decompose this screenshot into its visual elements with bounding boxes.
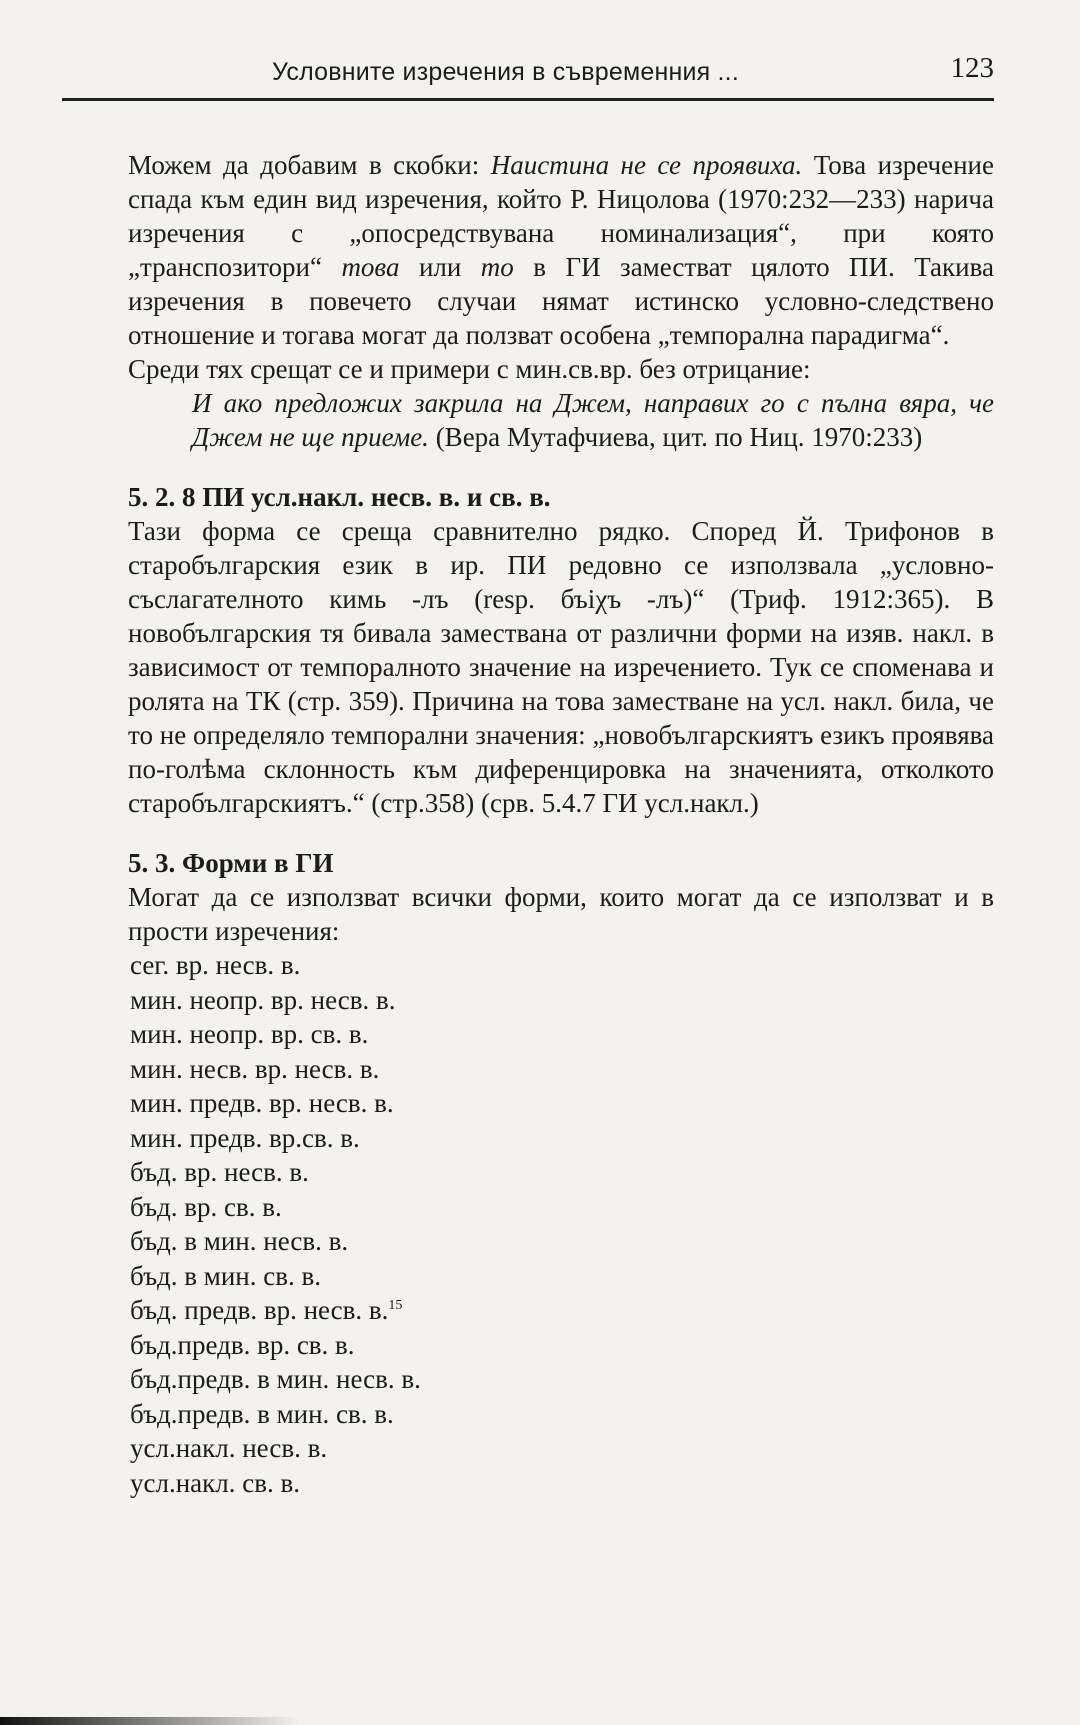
list-item: мин. несв. вр. несв. в.: [130, 1053, 380, 1084]
section-5-3-intro: Могат да се използват всички форми, които могат да се използват и в прости изречения:: [128, 882, 994, 946]
list-item: бъд.предв. в мин. несв. в.: [130, 1364, 421, 1394]
para1-text-1: Можем да добавим в скобки:: [128, 150, 491, 180]
section-5-2-8-text: Тази форма се среща сравнително рядко. Според Й. Трифонов в старобългарския език в ир. ПИ редовно се използвала „условно-съслагателното кимь -лъ (resp. бъіχъ -лъ)“ (Триф. 1912:365). В новобългарския тя бивала замествана от различни форми на изяв. накл. в зависимост от темпоралното значение на изречението. Тук се споменава и ролята на ТК (стр. 359). Причина на това заместване на усл. накл. била, че то не определяло темпорални значения: „новобългарскиятъ езикъ проявява по-голѣма склонность към диференцировка на значенията, отколкото старобългарскиятъ.“ (стр.358) (срв. 5.4.7 ГИ усл.накл.): [128, 516, 994, 818]
paragraph-examples-intro: Среди тях срещат се и примери с мин.св.вр. без отрицание:: [128, 354, 811, 384]
list-item: мин. неопр. вр. св. в.: [130, 1019, 369, 1049]
list-item: мин. предв. вр.св. в.: [130, 1122, 360, 1153]
page-number: 123: [950, 52, 994, 84]
list-item: бъд. в мин. св. в.: [130, 1260, 321, 1291]
quote-italic: И ако предложих закрила на Джем, направих го с пълна вяра, че Джем не ще приеме.: [192, 388, 994, 452]
list-item: бъд.предв. вр. св. в.: [130, 1329, 355, 1360]
list-item: бъд. в мин. несв. в.: [130, 1226, 349, 1256]
scan-edge-mark: [0, 1717, 300, 1725]
list-item: мин. неопр. вр. несв. в.: [130, 984, 396, 1015]
header-rule: [62, 98, 994, 101]
list-item: сег. вр. несв. в.: [130, 950, 301, 980]
list-item: усл.накл. св. в.: [130, 1467, 300, 1498]
list-item: бъд. вр. св. в.: [130, 1191, 282, 1222]
forms-list: [128, 948, 994, 1500]
section-heading-5-2-8: 5. 2. 8 ПИ усл.накл. несв. в. и св. в.: [128, 482, 551, 512]
quote-source: (Вера Мутафчиева, цит. по Ниц. 1970:233): [428, 422, 923, 452]
list-item: бъд. вр. несв. в.: [130, 1157, 309, 1187]
footnote-mark: 15: [388, 1298, 403, 1313]
running-title: Условните изречения в съвременния ...: [272, 58, 739, 86]
list-item-with-footnote: [130, 1293, 994, 1328]
para1-text-2: Това изречение спада към един вид изречения, който Р. Ницолова (1970:232—233) нарича изречения с „опосредствувана номинализация“, при която „транспозитори“: [128, 150, 994, 282]
page-header: [62, 52, 994, 102]
para1-text-3: или: [399, 252, 481, 282]
para1-italic-tova: това: [341, 252, 400, 282]
list-item: усл.накл. несв. в.: [130, 1433, 328, 1463]
paragraph-opposredstvuvana: [128, 148, 994, 352]
section-heading-5-3: 5. 3. Форми в ГИ: [128, 848, 334, 878]
page-body: [128, 148, 994, 1500]
list-item: бъд.предв. в мин. св. в.: [130, 1398, 394, 1429]
quoted-example: [192, 386, 994, 454]
para1-italic-to: то: [480, 252, 514, 282]
list-item-text: бъд. предв. вр. несв. в.: [130, 1295, 389, 1325]
para1-text-4: в ГИ заместват цялото ПИ. Такива изречения в повечето случаи нямат истинско условно-следствено отношение и тогава могат да ползват особена „темпорална парадигма“.: [128, 252, 994, 350]
para1-italic-example: Наистина не се проявиха.: [490, 150, 803, 180]
list-item: мин. предв. вр. несв. в.: [130, 1088, 394, 1118]
